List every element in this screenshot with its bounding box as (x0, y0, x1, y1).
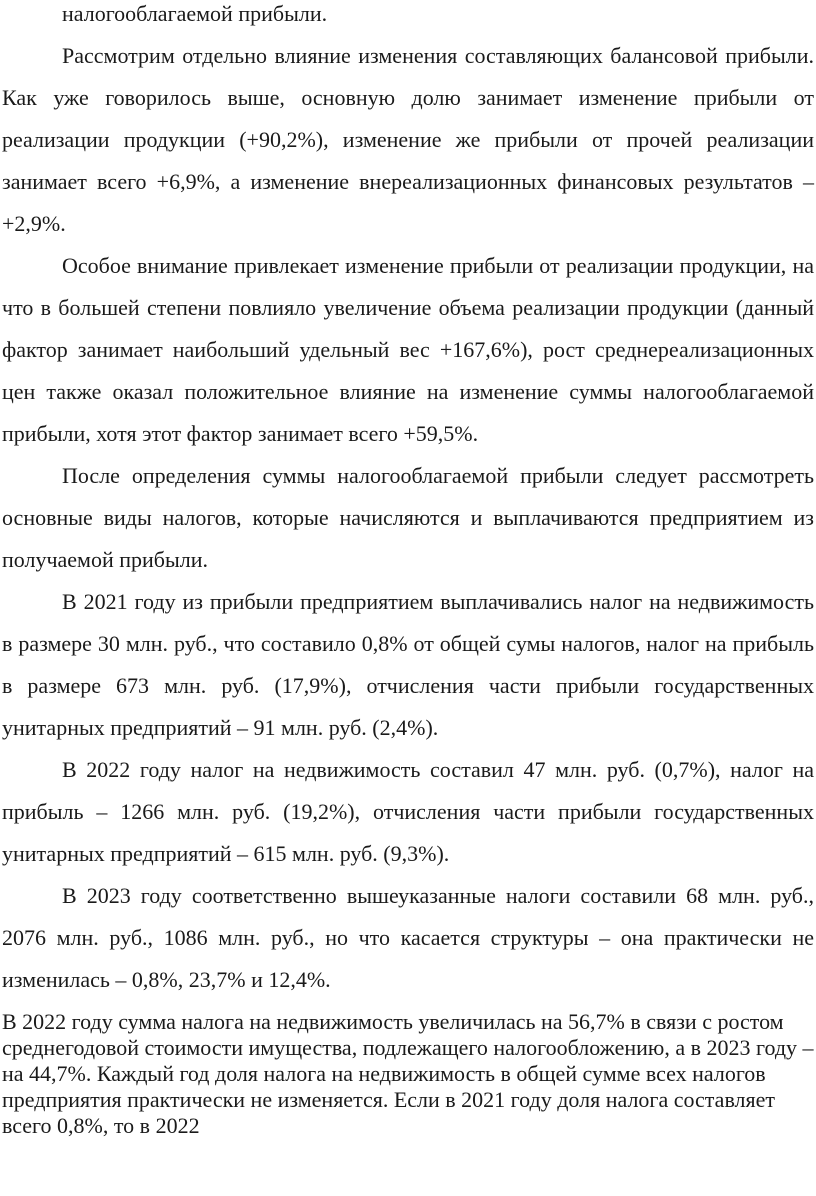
paragraph-2022-taxes: В 2022 году налог на недвижимость составил 47 млн. руб. (0,7%), налог на прибыль – 1266 млн. руб. (19,2%), отчисления части прибыли государственных унитарных предприятий – 615 млн. руб. (9,3%). (2, 757, 814, 866)
paragraph-2023-taxes: В 2023 году соответственно вышеуказанные налоги составили 68 млн. руб., 2076 млн. руб., 1086 млн. руб., но что касается структуры – она практически не изменилась – 0,8%, 23,7% и 12,4%. (2, 883, 814, 992)
paragraph-property-tax-growth: В 2022 году сумма налога на недвижимость увеличилась на 56,7% в связи с ростом среднегодовой стоимости имущества, подлежащего налогообложению, а в 2023 году – на 44,7%. Каждый год доля налога на недвижимость в общей сумме всех налогов предприятия практически не изменяется. Если в 2021 году доля налога составляет всего 0,8%, то в 2022 (2, 1009, 814, 1138)
paragraph-balance-profit: Рассмотрим отдельно влияние изменения составляющих балансовой прибыли. Как уже говорилось выше, основную долю занимает изменение прибыли от реализации продукции (+90,2%), изменение же прибыли от прочей реализации занимает всего +6,9%, а изменение внереализационных финансовых результатов – +2,9%. (2, 43, 814, 236)
paragraph-tax-types: После определения суммы налогооблагаемой прибыли следует рассмотреть основные виды налогов, которые начисляются и выплачиваются предприятием из получаемой прибыли. (2, 463, 814, 572)
paragraph-2021-taxes: В 2021 году из прибыли предприятием выплачивались налог на недвижимость в размере 30 млн. руб., что составило 0,8% от общей сумы налогов, налог на прибыль в размере 673 млн. руб. (17,9%), отчисления части прибыли государственных унитарных предприятий – 91 млн. руб. (2,4%). (2, 589, 814, 740)
paragraph-continuation: налогооблагаемой прибыли. (62, 1, 328, 26)
paragraph-sales-profit: Особое внимание привлекает изменение прибыли от реализации продукции, на что в большей степени повлияло увеличение объема реализации продукции (данный фактор занимает наибольший удельный вес +167,6%), рост среднереализационных цен также оказал положительное влияние на изменение суммы налогооблагаемой прибыли, хотя этот фактор занимает всего +59,5%. (2, 253, 814, 446)
